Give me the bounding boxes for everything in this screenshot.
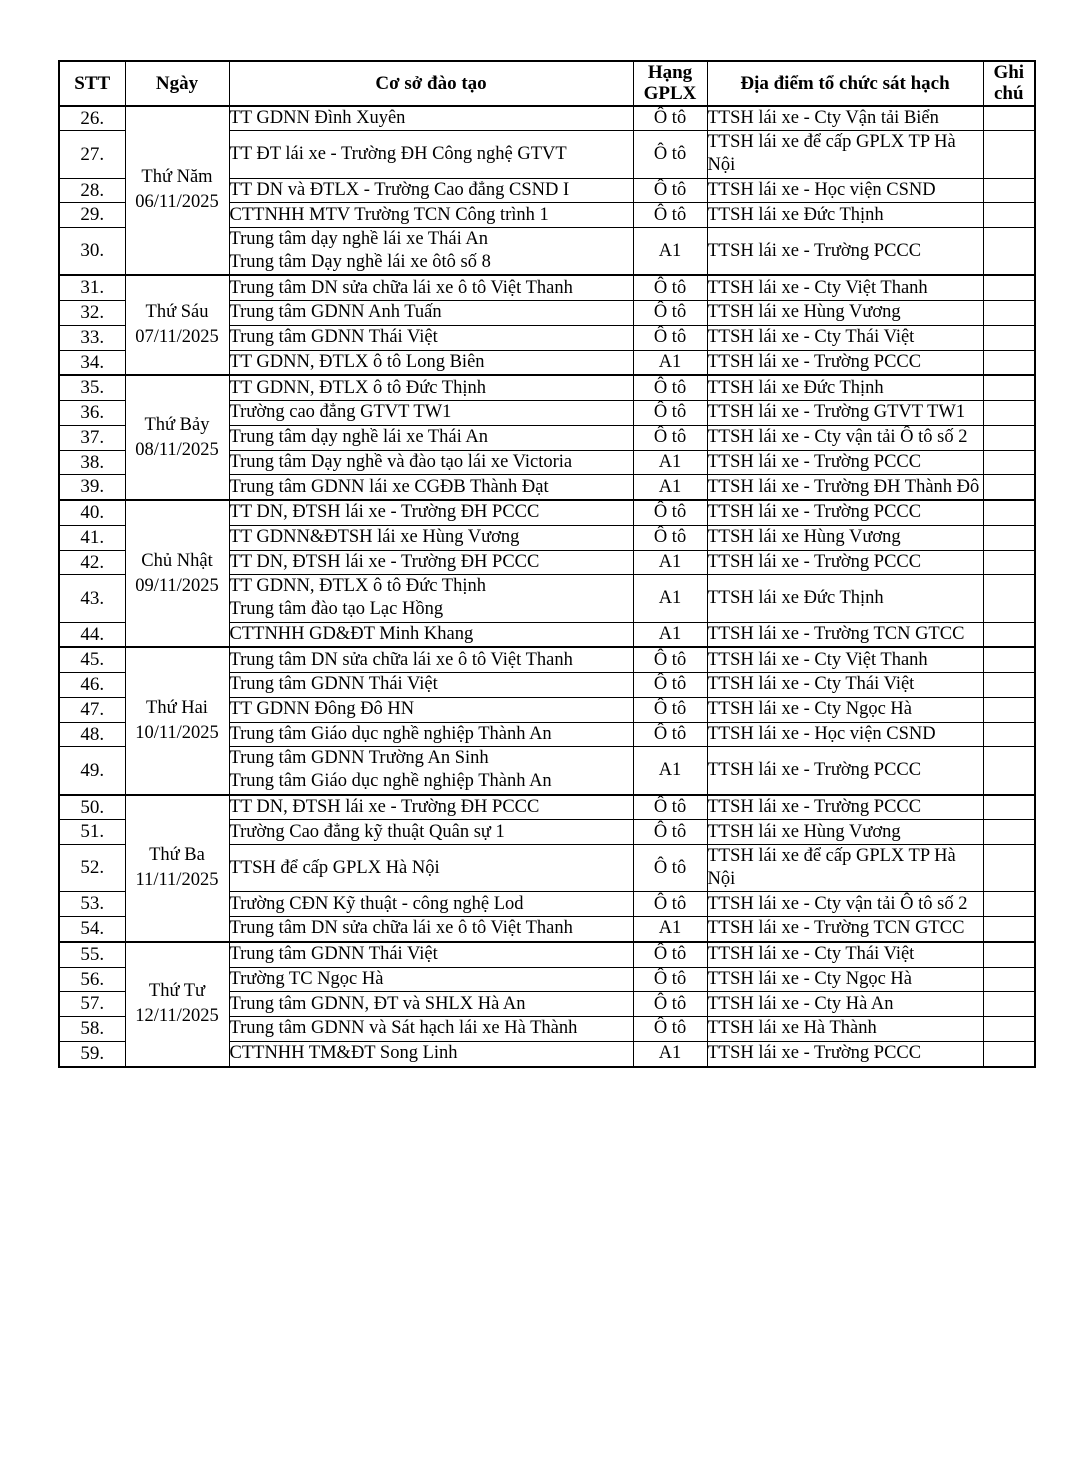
training-center-lines	[230, 401, 633, 424]
cell-exam-location: TTSH lái xe - Học viện CSND	[707, 722, 983, 747]
cell-note	[983, 967, 1035, 992]
training-center-line: Trung tâm Giáo dục nghề nghiệp Thành An	[229, 723, 552, 744]
training-center-lines	[230, 143, 633, 166]
cell-training-center	[229, 228, 633, 276]
cell-exam-location: TTSH lái xe - Trường PCCC	[707, 795, 983, 820]
cell-license-rank: A1	[633, 550, 707, 575]
training-center-lines	[230, 277, 633, 300]
cell-license-rank: Ô tô	[633, 795, 707, 820]
cell-license-rank: A1	[633, 747, 707, 795]
training-center-lines	[230, 698, 633, 721]
date-weekday: Thứ Ba	[149, 845, 205, 866]
cell-training-center	[229, 1041, 633, 1066]
cell-license-rank: A1	[633, 228, 707, 276]
cell-stt: 38.	[59, 450, 125, 475]
cell-exam-location: TTSH lái xe - Cty Ngọc Hà	[707, 967, 983, 992]
training-center-lines	[230, 426, 633, 449]
training-center-lines	[230, 943, 633, 966]
cell-note	[983, 425, 1035, 450]
training-center-line: Trung tâm GDNN, ĐT và SHLX Hà An	[229, 993, 526, 1014]
cell-date	[125, 500, 229, 647]
training-center-line: Trung tâm đào tạo Lạc Hồng	[229, 599, 444, 620]
training-center-lines	[230, 179, 633, 202]
cell-training-center	[229, 350, 633, 375]
cell-exam-location: TTSH lái xe - Cty Thái Việt	[707, 673, 983, 698]
cell-note	[983, 375, 1035, 400]
cell-exam-location: TTSH lái xe Hùng Vương	[707, 525, 983, 550]
column-header-note-line1: Ghi	[993, 62, 1025, 83]
cell-training-center	[229, 525, 633, 550]
cell-exam-location: TTSH lái xe - Trường GTVT TW1	[707, 401, 983, 426]
cell-exam-location: TTSH lái xe - Cty Thái Việt	[707, 325, 983, 350]
training-center-line: TT GDNN&ĐTSH lái xe Hùng Vương	[229, 527, 520, 548]
cell-training-center	[229, 375, 633, 400]
date-lines	[126, 549, 229, 599]
cell-license-rank: Ô tô	[633, 375, 707, 400]
cell-license-rank: Ô tô	[633, 106, 707, 131]
cell-note	[983, 673, 1035, 698]
cell-stt: 58.	[59, 1017, 125, 1042]
cell-training-center	[229, 425, 633, 450]
cell-stt: 31.	[59, 275, 125, 300]
cell-date	[125, 106, 229, 276]
table-header	[59, 61, 1035, 106]
cell-stt: 40.	[59, 500, 125, 525]
cell-stt: 36.	[59, 401, 125, 426]
cell-exam-location: TTSH lái xe - Trường TCN GTCC	[707, 917, 983, 942]
cell-exam-location: TTSH lái xe - Cty Việt Thanh	[707, 647, 983, 672]
table-body	[59, 106, 1035, 1067]
cell-license-rank: Ô tô	[633, 275, 707, 300]
training-center-line: TT DN, ĐTSH lái xe - Trường ĐH PCCC	[229, 551, 540, 572]
cell-exam-location: TTSH lái xe - Trường PCCC	[707, 550, 983, 575]
cell-license-rank: Ô tô	[633, 131, 707, 178]
cell-license-rank: Ô tô	[633, 697, 707, 722]
cell-license-rank: Ô tô	[633, 401, 707, 426]
cell-stt: 51.	[59, 820, 125, 845]
cell-training-center	[229, 301, 633, 326]
training-center-lines	[230, 1042, 633, 1065]
date-lines	[126, 843, 229, 893]
cell-training-center	[229, 1017, 633, 1042]
cell-note	[983, 575, 1035, 622]
cell-exam-location: TTSH lái xe - Cty Việt Thanh	[707, 275, 983, 300]
cell-note	[983, 131, 1035, 178]
cell-stt: 46.	[59, 673, 125, 698]
cell-training-center	[229, 475, 633, 500]
cell-note	[983, 795, 1035, 820]
cell-note	[983, 401, 1035, 426]
cell-stt: 35.	[59, 375, 125, 400]
cell-stt: 55.	[59, 942, 125, 967]
cell-note	[983, 178, 1035, 203]
cell-exam-location: TTSH lái xe Hùng Vương	[707, 301, 983, 326]
cell-license-rank: Ô tô	[633, 525, 707, 550]
cell-license-rank: Ô tô	[633, 647, 707, 672]
column-header-rank-line1: Hạng	[647, 62, 693, 83]
cell-exam-location: TTSH lái xe - Trường PCCC	[707, 450, 983, 475]
date-value: 07/11/2025	[135, 327, 219, 348]
cell-stt: 56.	[59, 967, 125, 992]
cell-training-center	[229, 820, 633, 845]
cell-license-rank: Ô tô	[633, 301, 707, 326]
date-weekday: Thứ Tư	[148, 981, 206, 1002]
training-center-lines	[230, 326, 633, 349]
date-weekday: Thứ Sáu	[145, 302, 209, 323]
training-center-lines	[230, 377, 633, 400]
training-center-line: Trung tâm GDNN Trường An Sinh	[229, 748, 489, 769]
cell-license-rank: Ô tô	[633, 425, 707, 450]
training-center-lines	[230, 1017, 633, 1040]
cell-note	[983, 697, 1035, 722]
cell-exam-location: TTSH lái xe Đức Thịnh	[707, 203, 983, 228]
cell-stt: 32.	[59, 301, 125, 326]
training-center-line: Trường CĐN Kỹ thuật - công nghệ Lod	[229, 893, 524, 914]
training-center-line: TT GDNN, ĐTLX ô tô Đức Thịnh	[229, 576, 486, 597]
training-center-lines	[230, 228, 633, 274]
cell-stt: 49.	[59, 747, 125, 795]
training-center-lines	[230, 649, 633, 672]
cell-training-center	[229, 747, 633, 795]
training-center-lines	[230, 968, 633, 991]
cell-note	[983, 350, 1035, 375]
cell-stt: 59.	[59, 1041, 125, 1066]
cell-training-center	[229, 967, 633, 992]
cell-exam-location: TTSH lái xe - Học viện CSND	[707, 178, 983, 203]
cell-license-rank: A1	[633, 1041, 707, 1066]
training-center-line: Trường Cao đẳng kỹ thuật Quân sự 1	[229, 821, 505, 842]
column-header-note-line2: chú	[993, 83, 1024, 105]
cell-date	[125, 795, 229, 942]
cell-note	[983, 325, 1035, 350]
cell-stt: 28.	[59, 178, 125, 203]
table-row	[59, 375, 1035, 400]
cell-note	[983, 228, 1035, 276]
date-lines	[126, 300, 229, 350]
cell-note	[983, 622, 1035, 647]
training-center-lines	[230, 723, 633, 746]
cell-license-rank: Ô tô	[633, 325, 707, 350]
cell-license-rank: A1	[633, 475, 707, 500]
cell-training-center	[229, 622, 633, 647]
cell-training-center	[229, 500, 633, 525]
training-center-line: TT DN và ĐTLX - Trường Cao đẳng CSND I	[229, 179, 570, 200]
table-row	[59, 795, 1035, 820]
cell-training-center	[229, 325, 633, 350]
cell-stt: 41.	[59, 525, 125, 550]
cell-note	[983, 992, 1035, 1017]
cell-training-center	[229, 275, 633, 300]
column-header-stt: STT	[59, 61, 125, 106]
training-center-lines	[230, 673, 633, 696]
training-center-line: TT DN, ĐTSH lái xe - Trường ĐH PCCC	[229, 796, 540, 817]
training-center-line: TT DN, ĐTSH lái xe - Trường ĐH PCCC	[229, 502, 540, 523]
cell-license-rank: Ô tô	[633, 722, 707, 747]
cell-license-rank: A1	[633, 450, 707, 475]
cell-note	[983, 525, 1035, 550]
date-weekday: Thứ Hai	[146, 697, 208, 718]
cell-license-rank: Ô tô	[633, 820, 707, 845]
cell-license-rank: Ô tô	[633, 892, 707, 917]
column-header-rank-line2: GPLX	[643, 83, 697, 105]
column-header-place: Địa điểm tổ chức sát hạch	[707, 61, 983, 106]
cell-stt: 39.	[59, 475, 125, 500]
date-lines	[126, 696, 229, 746]
cell-note	[983, 820, 1035, 845]
column-header-rank	[633, 61, 707, 106]
cell-training-center	[229, 673, 633, 698]
cell-note	[983, 647, 1035, 672]
cell-training-center	[229, 450, 633, 475]
date-value: 11/11/2025	[135, 870, 219, 891]
date-weekday: Chủ Nhật	[141, 550, 213, 571]
training-center-line: Trung tâm GDNN lái xe CGĐB Thành Đạt	[229, 476, 549, 497]
cell-note	[983, 275, 1035, 300]
cell-license-rank: Ô tô	[633, 967, 707, 992]
cell-exam-location: TTSH lái xe - Trường PCCC	[707, 1041, 983, 1066]
column-header-date: Ngày	[125, 61, 229, 106]
date-lines	[126, 165, 229, 215]
cell-license-rank: A1	[633, 350, 707, 375]
date-lines	[126, 413, 229, 463]
cell-license-rank: Ô tô	[633, 1017, 707, 1042]
cell-stt: 33.	[59, 325, 125, 350]
cell-note	[983, 747, 1035, 795]
cell-note	[983, 845, 1035, 892]
training-center-lines	[230, 857, 633, 880]
cell-note	[983, 301, 1035, 326]
training-center-lines	[230, 476, 633, 499]
cell-stt: 57.	[59, 992, 125, 1017]
cell-date	[125, 375, 229, 500]
table-row	[59, 647, 1035, 672]
table-row	[59, 500, 1035, 525]
cell-exam-location: TTSH lái xe - Trường PCCC	[707, 350, 983, 375]
training-center-line: Trung tâm DN sửa chữa lái xe ô tô Việt Thanh	[229, 277, 573, 298]
cell-stt: 30.	[59, 228, 125, 276]
cell-stt: 48.	[59, 722, 125, 747]
cell-exam-location: TTSH lái xe - Cty Thái Việt	[707, 942, 983, 967]
training-center-lines	[230, 501, 633, 524]
cell-note	[983, 917, 1035, 942]
training-center-line: Trung tâm Dạy nghề lái xe ôtô số 8	[229, 252, 491, 273]
training-center-line: Trung tâm Giáo dục nghề nghiệp Thành An	[229, 771, 552, 792]
cell-date	[125, 275, 229, 375]
cell-training-center	[229, 131, 633, 178]
cell-stt: 43.	[59, 575, 125, 622]
cell-training-center	[229, 106, 633, 131]
cell-note	[983, 1041, 1035, 1066]
training-center-lines	[230, 301, 633, 324]
training-center-line: Trường TC Ngọc Hà	[229, 968, 384, 989]
cell-exam-location: TTSH lái xe - Cty vận tải Ô tô số 2	[707, 892, 983, 917]
cell-note	[983, 942, 1035, 967]
training-center-lines	[230, 821, 633, 844]
cell-license-rank: Ô tô	[633, 845, 707, 892]
cell-exam-location: TTSH lái xe - Trường PCCC	[707, 228, 983, 276]
cell-exam-location: TTSH lái xe để cấp GPLX TP Hà Nội	[707, 845, 983, 892]
date-value: 10/11/2025	[135, 722, 219, 743]
date-value: 12/11/2025	[135, 1006, 219, 1027]
training-center-line: CTTNHH TM&ĐT Song Linh	[229, 1043, 458, 1064]
cell-license-rank: Ô tô	[633, 673, 707, 698]
cell-training-center	[229, 647, 633, 672]
training-center-line: Trường cao đẳng GTVT TW1	[229, 402, 452, 423]
table-row	[59, 942, 1035, 967]
training-center-lines	[230, 526, 633, 549]
cell-training-center	[229, 550, 633, 575]
training-center-line: TT GDNN, ĐTLX ô tô Đức Thịnh	[229, 377, 486, 398]
date-value: 08/11/2025	[135, 439, 219, 460]
cell-license-rank: Ô tô	[633, 500, 707, 525]
cell-stt: 52.	[59, 845, 125, 892]
cell-license-rank: Ô tô	[633, 203, 707, 228]
training-center-line: Trung tâm Dạy nghề và đào tạo lái xe Victoria	[229, 451, 573, 472]
cell-note	[983, 475, 1035, 500]
cell-training-center	[229, 845, 633, 892]
table-row	[59, 275, 1035, 300]
cell-exam-location: TTSH lái xe - Cty Hà An	[707, 992, 983, 1017]
cell-exam-location: TTSH lái xe Hà Thành	[707, 1017, 983, 1042]
cell-stt: 54.	[59, 917, 125, 942]
date-weekday: Thứ Năm	[141, 167, 213, 188]
training-center-line: CTTNHH GD&ĐT Minh Khang	[229, 623, 474, 644]
cell-license-rank: A1	[633, 622, 707, 647]
cell-date	[125, 647, 229, 794]
cell-exam-location: TTSH lái xe - Trường TCN GTCC	[707, 622, 983, 647]
cell-note	[983, 722, 1035, 747]
cell-license-rank: Ô tô	[633, 992, 707, 1017]
cell-note	[983, 550, 1035, 575]
cell-stt: 50.	[59, 795, 125, 820]
training-center-lines	[230, 575, 633, 621]
training-center-lines	[230, 551, 633, 574]
cell-exam-location: TTSH lái xe - Cty Ngọc Hà	[707, 697, 983, 722]
training-center-lines	[230, 204, 633, 227]
training-center-line: Trung tâm GDNN Thái Việt	[229, 327, 438, 348]
training-center-line: Trung tâm GDNN Thái Việt	[229, 944, 438, 965]
training-center-lines	[230, 917, 633, 940]
training-center-line: Trung tâm DN sửa chữa lái xe ô tô Việt Thanh	[229, 918, 573, 939]
training-center-lines	[230, 796, 633, 819]
training-center-line: TT GDNN Đông Đô HN	[229, 699, 415, 720]
training-center-line: Trung tâm GDNN Anh Tuấn	[229, 302, 442, 323]
cell-exam-location: TTSH lái xe - Trường ĐH Thành Đô	[707, 475, 983, 500]
cell-training-center	[229, 942, 633, 967]
table-header-row	[59, 61, 1035, 106]
training-center-lines	[230, 451, 633, 474]
cell-note	[983, 106, 1035, 131]
date-value: 09/11/2025	[135, 575, 219, 596]
cell-training-center	[229, 697, 633, 722]
cell-stt: 26.	[59, 106, 125, 131]
training-center-line: TT ĐT lái xe - Trường ĐH Công nghệ GTVT	[229, 143, 567, 164]
cell-training-center	[229, 401, 633, 426]
training-center-line: Trung tâm dạy nghề lái xe Thái An	[229, 229, 488, 250]
cell-license-rank: A1	[633, 575, 707, 622]
training-center-line: CTTNHH MTV Trường TCN Công trình 1	[229, 204, 549, 225]
table-row	[59, 106, 1035, 131]
cell-date	[125, 942, 229, 1067]
cell-stt: 45.	[59, 647, 125, 672]
cell-training-center	[229, 917, 633, 942]
cell-stt: 47.	[59, 697, 125, 722]
training-center-line: Trung tâm GDNN và Sát hạch lái xe Hà Thành	[229, 1018, 578, 1039]
cell-exam-location: TTSH lái xe - Cty vận tải Ô tô số 2	[707, 425, 983, 450]
cell-exam-location: TTSH lái xe - Trường PCCC	[707, 500, 983, 525]
date-weekday: Thứ Bảy	[144, 414, 210, 435]
cell-exam-location: TTSH lái xe để cấp GPLX TP Hà Nội	[707, 131, 983, 178]
cell-stt: 44.	[59, 622, 125, 647]
date-lines	[126, 979, 229, 1029]
cell-license-rank: A1	[633, 917, 707, 942]
training-center-line: Trung tâm DN sửa chữa lái xe ô tô Việt Thanh	[229, 649, 573, 670]
cell-exam-location: TTSH lái xe Hùng Vương	[707, 820, 983, 845]
cell-training-center	[229, 575, 633, 622]
exam-schedule-table	[58, 60, 1036, 1068]
training-center-line: TT GDNN, ĐTLX ô tô Long Biên	[229, 351, 485, 372]
training-center-lines	[230, 993, 633, 1016]
training-center-lines	[230, 623, 633, 646]
cell-training-center	[229, 178, 633, 203]
cell-license-rank: Ô tô	[633, 942, 707, 967]
cell-exam-location: TTSH lái xe - Cty Vận tải Biển	[707, 106, 983, 131]
training-center-lines	[230, 893, 633, 916]
cell-training-center	[229, 892, 633, 917]
cell-stt: 27.	[59, 131, 125, 178]
cell-exam-location: TTSH lái xe Đức Thịnh	[707, 375, 983, 400]
column-header-note	[983, 61, 1035, 106]
cell-stt: 37.	[59, 425, 125, 450]
cell-stt: 34.	[59, 350, 125, 375]
training-center-line: Trung tâm GDNN Thái Việt	[229, 674, 438, 695]
cell-stt: 53.	[59, 892, 125, 917]
cell-exam-location: TTSH lái xe Đức Thịnh	[707, 575, 983, 622]
training-center-lines	[230, 747, 633, 793]
cell-note	[983, 203, 1035, 228]
cell-license-rank: Ô tô	[633, 178, 707, 203]
training-center-line: Trung tâm dạy nghề lái xe Thái An	[229, 427, 488, 448]
cell-note	[983, 892, 1035, 917]
training-center-line: TT GDNN Đình Xuyên	[229, 107, 406, 128]
cell-note	[983, 450, 1035, 475]
cell-note	[983, 1017, 1035, 1042]
training-center-line: TTSH để cấp GPLX Hà Nội	[229, 857, 440, 878]
cell-training-center	[229, 992, 633, 1017]
column-header-center: Cơ sở đào tạo	[229, 61, 633, 106]
cell-training-center	[229, 203, 633, 228]
cell-training-center	[229, 795, 633, 820]
date-value: 06/11/2025	[135, 192, 219, 213]
training-center-lines	[230, 107, 633, 130]
training-center-lines	[230, 351, 633, 374]
cell-training-center	[229, 722, 633, 747]
cell-stt: 29.	[59, 203, 125, 228]
cell-exam-location: TTSH lái xe - Trường PCCC	[707, 747, 983, 795]
cell-note	[983, 500, 1035, 525]
cell-stt: 42.	[59, 550, 125, 575]
